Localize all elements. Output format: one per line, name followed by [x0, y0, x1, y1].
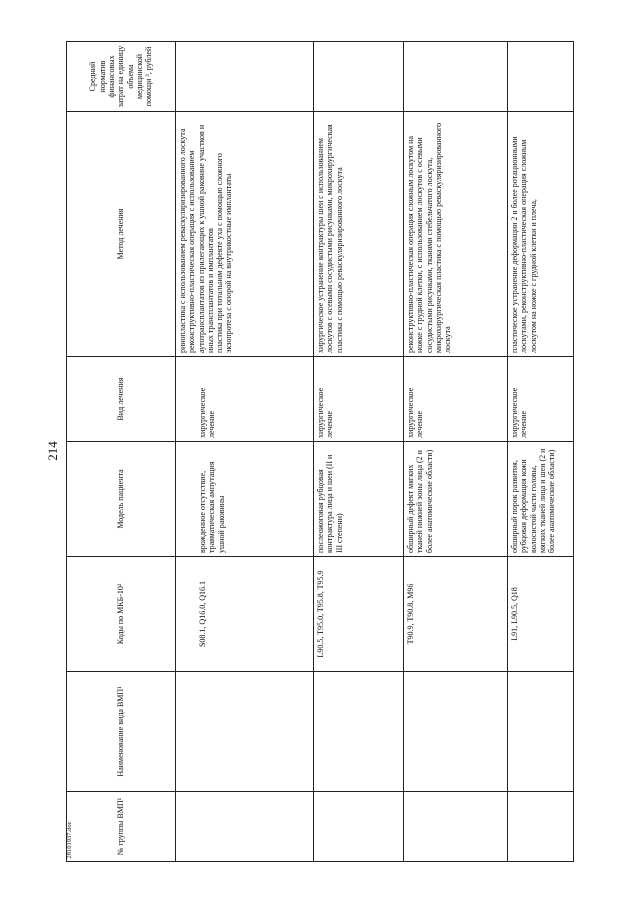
- cell-treatment-type: хирургическое лечение: [508, 357, 574, 442]
- header-average-cost: Средний норматив финансовых затрат на единицу объема медицинской помощи ³, рублей: [67, 42, 176, 112]
- cell-mkb-codes: L90.5, T95.0, T95.8, T95.9: [314, 557, 404, 672]
- cell-patient-model: обширный порок развития, рубцовая деформация кожи волосистой части головы, мягких тканей лица и шеи (2 и более анатомические области): [508, 442, 574, 557]
- cell-group-no: [508, 792, 574, 862]
- patient-model-text: врожденное отсутствие, травматическая ампутация ушной раковины: [198, 461, 226, 553]
- method-item: ринопластика с использованием реваскуляризированного лоскута: [178, 128, 187, 353]
- table-row: [508, 42, 574, 862]
- cell-treatment-type: [176, 357, 314, 442]
- cell-vmp-name: [314, 672, 404, 792]
- table-header-row: [67, 42, 176, 862]
- document-footer-code: 28101937.doc: [66, 821, 73, 859]
- mkb-codes-text: S08.1, Q16.0, Q16.1: [198, 581, 207, 648]
- header-patient-model: Модель пациента: [67, 442, 176, 557]
- rotated-table-container: [66, 42, 574, 862]
- vmp-table: [66, 41, 574, 862]
- cell-mkb-codes: [176, 557, 314, 672]
- cell-treatment-method: [404, 112, 508, 357]
- cell-vmp-name: [508, 672, 574, 792]
- header-vmp-name: Наименование вида ВМП¹: [67, 672, 176, 792]
- method-item: реконструктивно-пластическая операция сложным лоскутом на ножке с грудной клетки, с использованием лоскутов с осевыми сосудистыми рисунками, тканями стебельчатого лоскута, микрохирургическая пластика с помощью реваскуляризированного лоскута: [406, 122, 453, 353]
- treatment-type-text: хирургическое лечение: [198, 387, 217, 438]
- table-row: [314, 42, 404, 862]
- method-item: пластика при тотальном дефекте уха с помощью сложного экзопротеза с опорой на внутрикостные имплантаты: [215, 153, 234, 353]
- table-row: [176, 42, 314, 862]
- cell-vmp-name: [404, 672, 508, 792]
- cell-group-no: [404, 792, 508, 862]
- cell-patient-model: послеожоговая рубцовая контрактура лица и шеи (II и III степени): [314, 442, 404, 557]
- cell-patient-model: обширный дефект мягких тканей нижней зоны лица (2 и более анатомические области): [404, 442, 508, 557]
- cell-treatment-type: хирургическое лечение: [404, 357, 508, 442]
- cell-treatment-type: хирургическое лечение: [314, 357, 404, 442]
- cell-treatment-method: [508, 112, 574, 357]
- cell-mkb-codes: L91, L90.5, Q18: [508, 557, 574, 672]
- method-item: пластическое устранение деформации 2 и более ротационными лоскутами, реконструктивно-пластическая операция сложным лоскутом на ножке с грудной клетки и плеча,: [510, 136, 538, 353]
- table-row: [404, 42, 508, 862]
- cell-average-cost: [314, 42, 404, 112]
- cell-average-cost: [176, 42, 314, 112]
- cell-group-no: [176, 792, 314, 862]
- header-mkb-codes: Коды по МКБ-10²: [67, 557, 176, 672]
- header-treatment-method: Метод лечения: [67, 112, 176, 357]
- cell-group-no: [314, 792, 404, 862]
- cell-patient-model: [176, 442, 314, 557]
- cell-treatment-method: [314, 112, 404, 357]
- cell-mkb-codes: T90.9, T90.8, M96: [404, 557, 508, 672]
- cell-vmp-name: [176, 672, 314, 792]
- header-treatment-type: Вид лечения: [67, 357, 176, 442]
- header-group-no: № группы ВМП¹: [67, 792, 176, 862]
- method-item: реконструктивно-пластическая операция с использованием аутотрансплантатов из прилегающих к ушной раковине участков и иных трансплантатов и имплантатов: [187, 124, 215, 353]
- cell-average-cost: [404, 42, 508, 112]
- page-number: 214: [45, 441, 60, 461]
- cell-treatment-method: [176, 112, 314, 357]
- cell-average-cost: [508, 42, 574, 112]
- method-item: хирургическое устранение контрактуры шеи с использованием лоскутов с осевыми сосудистыми рисунками, микрохирургическая пластика с помощью реваскуляризированного лоскута: [316, 124, 344, 353]
